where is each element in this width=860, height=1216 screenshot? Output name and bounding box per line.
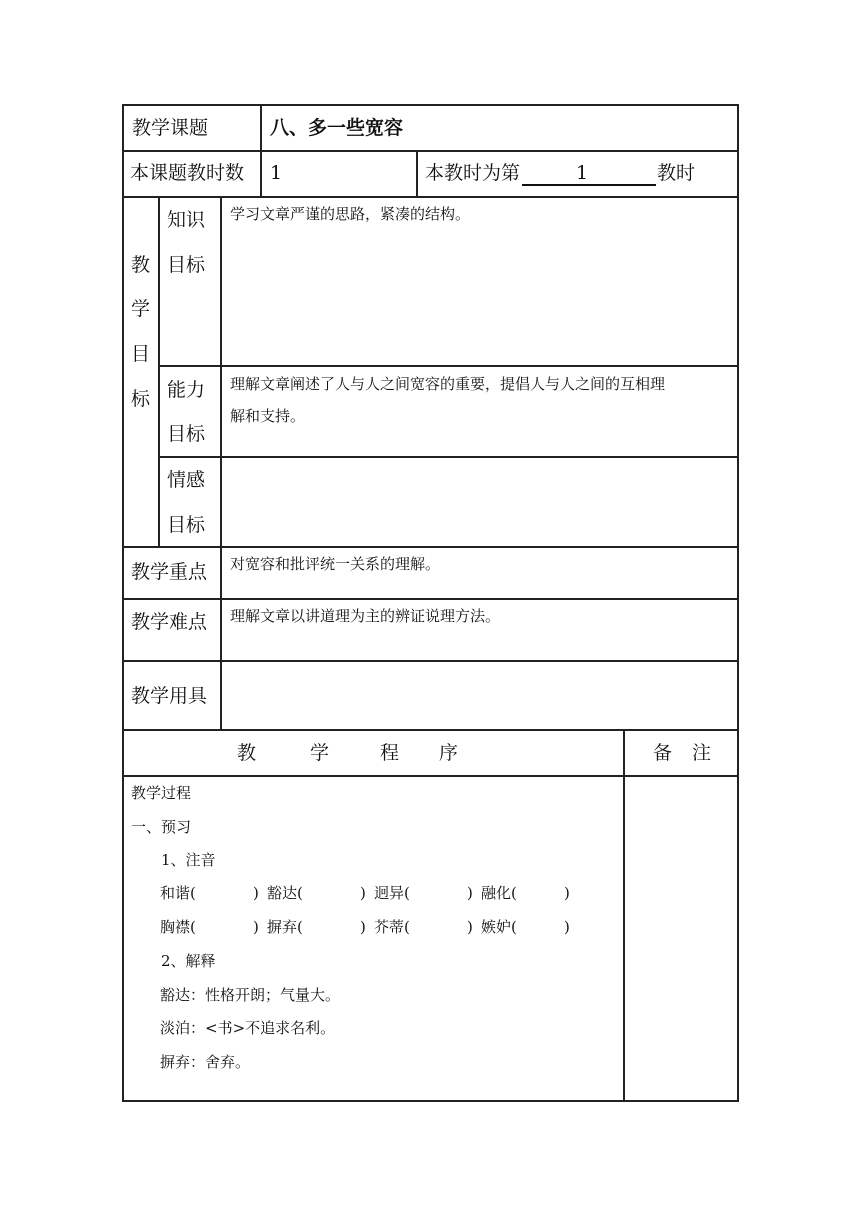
ability-text-line-2: 解和支持。 — [230, 407, 306, 425]
rule — [122, 660, 739, 662]
rule — [122, 775, 739, 777]
pinyin-word: 豁达( — [267, 884, 303, 902]
pinyin-word: 芥蒂( — [374, 918, 410, 936]
procedure-header-char-4: 序 — [439, 742, 459, 764]
emotion-label-1: 情感 — [167, 469, 206, 491]
key-point-text: 对宽容和批评统一关系的理解。 — [230, 555, 441, 573]
pinyin-close: ) — [467, 918, 473, 936]
pinyin-word: 摒弃( — [267, 918, 303, 936]
rule — [122, 150, 739, 152]
table-border-top — [122, 104, 739, 106]
pinyin-close: ) — [253, 884, 259, 902]
pinyin-word: 融化( — [481, 884, 517, 902]
rule — [260, 104, 262, 197]
definition: 淡泊：<书>不追求名利。 — [160, 1019, 336, 1037]
ability-text-line-1: 理解文章阐述了人与人之间宽容的重要，提倡人与人之间的互相理 — [230, 375, 666, 393]
current-period-underline — [522, 184, 656, 186]
ability-label-1: 能力 — [167, 379, 206, 401]
pinyin-close: ) — [564, 884, 570, 902]
tools-label: 教学用具 — [131, 685, 208, 707]
procedure-header-char-1: 教 — [237, 742, 257, 764]
rule — [122, 546, 739, 548]
procedure-title: 教学过程 — [131, 784, 192, 802]
topic-label: 教学课题 — [132, 117, 209, 139]
table-border-left — [122, 104, 124, 1102]
item-pinyin: 1、注音 — [161, 851, 216, 869]
procedure-header-char-3: 程 — [380, 742, 400, 764]
pinyin-close: ) — [360, 884, 366, 902]
notes-header-char-2: 注 — [692, 742, 712, 764]
objectives-label-char-1: 教 — [131, 254, 151, 276]
rule — [158, 456, 739, 458]
difficulty-label: 教学难点 — [131, 611, 208, 633]
table-border-right — [737, 104, 739, 1102]
rule — [122, 196, 739, 198]
knowledge-label-2: 目标 — [167, 254, 206, 276]
knowledge-text: 学习文章严谨的思路，紧凑的结构。 — [230, 205, 471, 223]
current-period-prefix: 本教时为第 — [425, 162, 521, 184]
procedure-header-char-2: 学 — [310, 742, 330, 764]
knowledge-label-1: 知识 — [167, 209, 206, 231]
current-period-suffix: 教时 — [657, 162, 696, 184]
difficulty-text: 理解文章以讲道理为主的辨证说理方法。 — [230, 607, 501, 625]
pinyin-close: ) — [467, 884, 473, 902]
ability-label-2: 目标 — [167, 423, 206, 445]
objectives-label-char-3: 目 — [131, 343, 151, 365]
table-border-bottom — [122, 1100, 739, 1102]
pinyin-close: ) — [564, 918, 570, 936]
rule — [623, 729, 625, 1101]
pinyin-word: 迥异( — [374, 884, 410, 902]
pinyin-close: ) — [253, 918, 259, 936]
current-period-value: 1 — [576, 162, 589, 184]
rule — [416, 150, 418, 197]
rule — [122, 729, 739, 731]
notes-header-char-1: 备 — [653, 742, 673, 764]
pinyin-word: 和谐( — [160, 884, 196, 902]
rule — [122, 598, 739, 600]
section-preview: 一、预习 — [131, 818, 192, 836]
rule — [158, 196, 160, 547]
emotion-label-2: 目标 — [167, 514, 206, 536]
pinyin-word: 胸襟( — [160, 918, 196, 936]
pinyin-word: 嫉妒( — [481, 918, 517, 936]
pinyin-close: ) — [360, 918, 366, 936]
rule — [158, 365, 739, 367]
objectives-label-char-4: 标 — [131, 388, 151, 410]
item-explain: 2、解释 — [161, 952, 216, 970]
objectives-label-char-2: 学 — [131, 298, 151, 320]
topic-value: 八、多一些宽容 — [270, 117, 404, 139]
definition: 豁达：性格开朗；气量大。 — [160, 986, 341, 1004]
rule — [220, 196, 222, 730]
periods-value: 1 — [270, 162, 283, 184]
key-point-label: 教学重点 — [131, 561, 208, 583]
periods-label: 本课题教时数 — [130, 162, 245, 184]
definition: 摒弃：舍弃。 — [160, 1053, 251, 1071]
